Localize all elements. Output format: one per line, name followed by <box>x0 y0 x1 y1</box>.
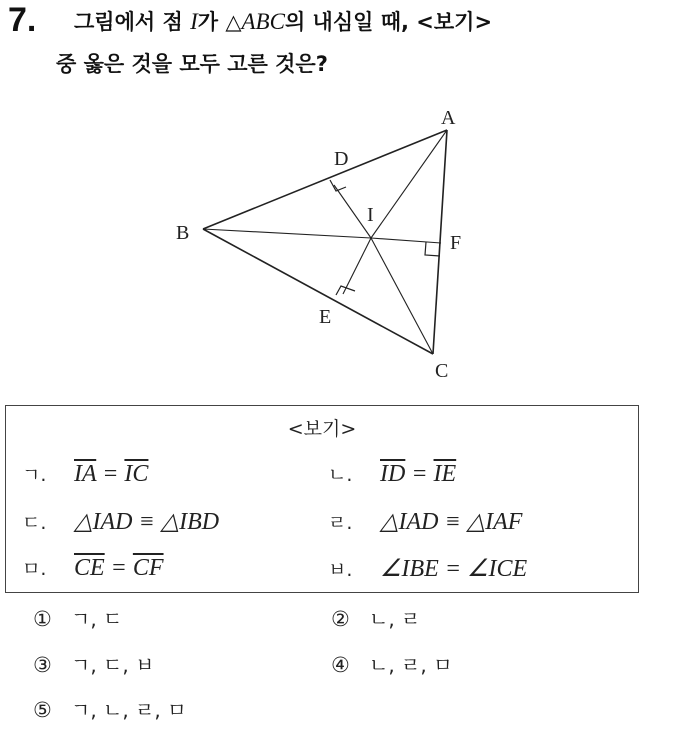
segment-ie: $\overline{IE}$ <box>433 461 457 487</box>
choice-3[interactable] <box>33 649 154 678</box>
statement-label: ㄴ. <box>328 464 353 486</box>
choice-text: ㄴ, ㄹ, ㅁ <box>369 653 453 677</box>
congruence-expression: △IAD ≡ △IBD <box>74 509 220 535</box>
bogi-box <box>5 405 639 593</box>
segment-ia: $\overline{IA}$ <box>74 461 97 487</box>
segment-cf: $\overline{CF}$ <box>132 555 164 581</box>
choice-text: ㄱ, ㄷ <box>71 607 123 631</box>
incenter-i-label: I <box>367 204 374 226</box>
side-ca <box>433 130 447 354</box>
side-ab <box>203 130 447 229</box>
choice-number: ③ <box>33 653 52 677</box>
point-f-label: F <box>450 232 462 254</box>
right-angle-f <box>425 242 440 256</box>
statement-label: ㄷ. <box>22 512 47 534</box>
question-text-part: 의 내심일 때, <보기> <box>284 10 493 34</box>
triangle-name: ABC <box>241 9 285 34</box>
vertex-a-label: A <box>441 107 456 129</box>
statement-label: ㄱ. <box>22 464 47 486</box>
choice-text: ㄱ, ㄴ, ㄹ, ㅁ <box>71 698 187 722</box>
right-angle-e <box>336 286 355 295</box>
equals-sign: = <box>104 555 133 581</box>
statement-label: ㅂ. <box>328 559 353 581</box>
choice-text: ㄴ, ㄹ <box>369 607 421 631</box>
question-number: 7. <box>8 1 37 39</box>
congruence-expression: △IAD ≡ △IAF <box>380 509 523 535</box>
vertex-b-label: B <box>176 222 190 244</box>
statement-bieup <box>328 554 527 583</box>
choice-number: ⑤ <box>33 698 52 722</box>
point-d-label: D <box>334 148 349 170</box>
point-i-label: I <box>190 9 198 34</box>
question-text-part: 가 △ <box>197 10 242 34</box>
segment-ce: $\overline{CE}$ <box>74 555 105 581</box>
perp-if <box>371 238 441 243</box>
choice-2[interactable] <box>331 603 420 632</box>
angle-expression: ∠IBE = ∠ICE <box>380 556 528 582</box>
choice-4[interactable] <box>331 649 452 678</box>
choice-number: ② <box>331 607 350 631</box>
perp-id <box>334 185 371 238</box>
question-text-part: 그림에서 점 <box>74 10 191 34</box>
statement-mieum <box>22 554 164 582</box>
statement-digeut <box>22 507 219 536</box>
segment-ic: $\overline{IC}$ <box>124 461 149 487</box>
side-bc <box>203 229 433 354</box>
equals-sign: = <box>405 461 434 487</box>
statement-label: ㄹ. <box>328 512 353 534</box>
equals-sign: = <box>96 461 125 487</box>
bisector-b <box>203 229 371 238</box>
choice-text: ㄱ, ㄷ, ㅂ <box>71 653 155 677</box>
question-line-2: 중 옳은 것을 모두 고른 것은? <box>56 52 328 76</box>
choice-number: ④ <box>331 653 350 677</box>
bogi-title: <보기> <box>287 418 357 440</box>
statement-giyeok <box>22 460 148 488</box>
choice-number: ① <box>33 607 52 631</box>
statement-nieun <box>328 460 456 488</box>
vertex-c-label: C <box>435 360 449 382</box>
perp-ie <box>343 238 371 294</box>
segment-id: $\overline{ID}$ <box>380 461 406 487</box>
statement-label: ㅁ. <box>22 558 47 580</box>
statement-rieul <box>328 507 522 536</box>
point-e-label: E <box>319 306 332 328</box>
choice-1[interactable] <box>33 603 122 632</box>
choice-5[interactable] <box>33 694 186 723</box>
right-angle-d <box>330 180 346 191</box>
